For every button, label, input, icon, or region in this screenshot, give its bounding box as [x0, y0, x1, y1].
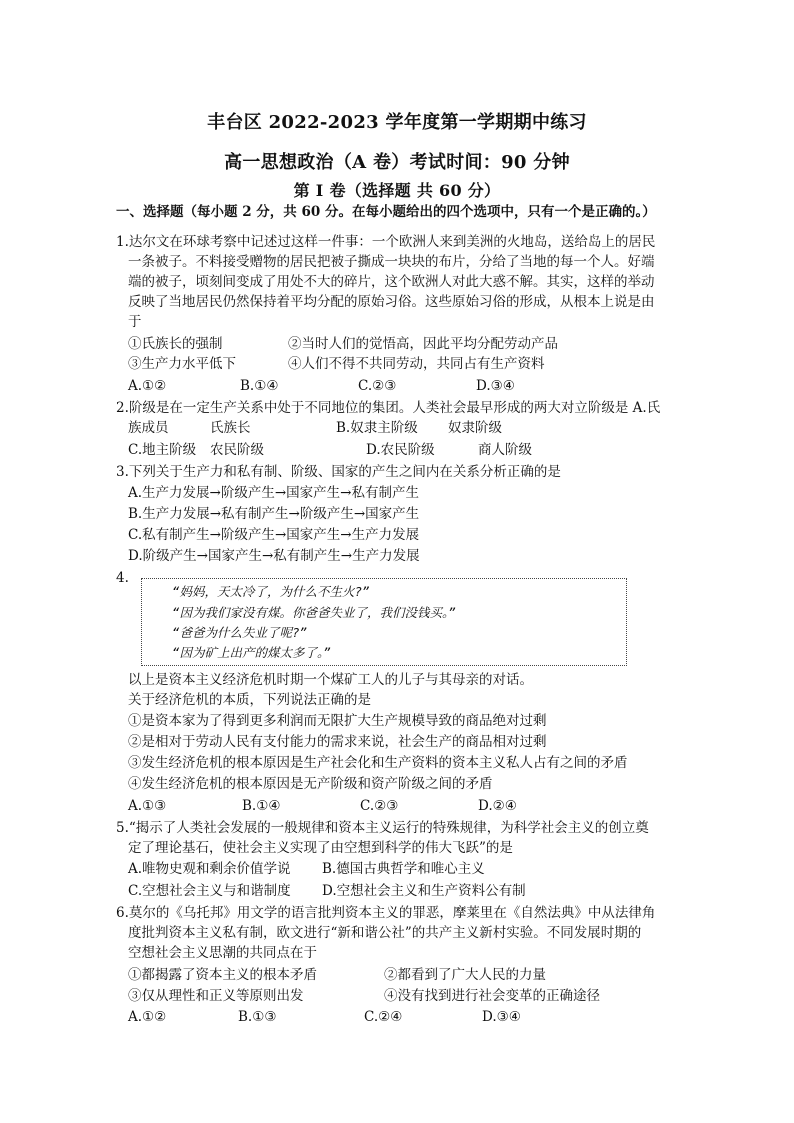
- statement-item: ②都看到了广大人民的力量: [384, 967, 546, 983]
- dialogue-line: “爸爸为什么失业了呢?”: [172, 625, 308, 640]
- answer-option-c[interactable]: C.私有制产生→阶级产生→国家产生→生产力发展: [128, 527, 420, 543]
- answer-option-b[interactable]: B.德国古典哲学和唯心主义: [322, 861, 485, 877]
- question-text: 以上是资本主义经济危机时期一个煤矿工人的儿子与其母亲的对话。: [128, 672, 533, 688]
- answer-option-d[interactable]: D.③④: [476, 378, 515, 394]
- question-text: 一条被子。不料接受赠物的居民把被子撕成一块块的布片，分给了当地的每一个人。好端: [128, 254, 655, 270]
- statement-item: ④没有找到进行社会变革的正确途径: [384, 988, 600, 1004]
- answer-option-a[interactable]: A.唯物史观和剩余价值学说: [128, 861, 291, 877]
- statement-item: ①都揭露了资本主义的根本矛盾: [128, 967, 317, 983]
- dialogue-box: [141, 578, 627, 666]
- exam-subtitle: 高一思想政治（A 卷）考试时间：90 分钟: [224, 152, 570, 173]
- answer-option-c[interactable]: C.②③: [360, 798, 399, 814]
- question-text: 5.“揭示了人类社会发展的一般规律和资本主义运行的特殊规律，为科学社会主义的创立奠: [116, 820, 649, 836]
- question-text: 反映了当地居民仍然保持着平均分配的原始习俗。这些原始习俗的形成，从根本上说是由: [128, 294, 655, 310]
- answer-option-a[interactable]: A.生产力发展→阶级产生→国家产生→私有制产生: [128, 485, 419, 501]
- answer-option-b-part[interactable]: 奴隶阶级: [448, 420, 502, 436]
- section-title: 第 I 卷（选择题 共 60 分）: [293, 181, 501, 200]
- answer-option-c[interactable]: C.②④: [364, 1009, 403, 1025]
- answer-option-d[interactable]: D.②④: [478, 798, 517, 814]
- answer-option-b[interactable]: B.①③: [238, 1009, 277, 1025]
- answer-option-d[interactable]: D.空想社会主义和生产资料公有制: [322, 883, 526, 899]
- statement-item: ③发生经济危机的根本原因是生产社会化和生产资料的资本主义私人占有之间的矛盾: [128, 755, 628, 771]
- statement-item: ②是相对于劳动人民有支付能力的需求来说，社会生产的商品相对过剩: [128, 734, 547, 750]
- question-text: 空想社会主义思潮的共同点在于: [128, 945, 317, 961]
- answer-option-c[interactable]: C.空想社会主义与和谐制度: [128, 883, 291, 899]
- exam-title: 丰台区 2022-2023 学年度第一学期期中练习: [207, 112, 587, 133]
- statement-item: ①氏族长的强制: [128, 336, 223, 352]
- answer-option-c[interactable]: C.②③: [358, 378, 397, 394]
- question-text: 定了理论基石，使社会主义实现了由空想到科学的伟大飞跃”的是: [128, 840, 513, 856]
- dialogue-line: “因为我们家没有煤。你爸爸失业了，我们没钱买。”: [172, 605, 456, 620]
- answer-option-d[interactable]: D.农民阶级: [366, 442, 435, 458]
- question-text: 关于经济危机的本质，下列说法正确的是: [128, 692, 371, 708]
- answer-option-a[interactable]: A.①②: [128, 378, 167, 394]
- dialogue-line: “因为矿上出产的煤太多了。”: [172, 645, 331, 660]
- statement-item: ①是资本家为了得到更多利润而无限扩大生产规模导致的商品绝对过剩: [128, 713, 547, 729]
- question-text: 于: [128, 314, 142, 330]
- section-instruction: 一、选择题（每小题 2 分，共 60 分。在每小题给出的四个选项中，只有一个是正确的。）: [116, 204, 656, 220]
- question-text: 度批判资本主义私有制，欧文进行“新和谐公社”的共产主义新村实验。不同发展时期的: [128, 925, 642, 941]
- question-text: 3.下列关于生产力和私有制、阶级、国家的产生之间内在关系分析正确的是: [116, 464, 561, 480]
- question-number: 4.: [116, 570, 129, 586]
- question-text: 2.阶级是在一定生产关系中处于不同地位的集团。人类社会最早形成的两大对立阶级是 A.氏: [116, 400, 661, 416]
- answer-option-a[interactable]: A.①②: [128, 1009, 167, 1025]
- dialogue-line: “妈妈，天太冷了，为什么不生火?”: [172, 584, 370, 599]
- question-text: 6.莫尔的《乌托邦》用文学的语言批判资本主义的罪恶，摩莱里在《自然法典》中从法律角: [116, 905, 656, 921]
- answer-option-d-part[interactable]: 商人阶级: [478, 442, 532, 458]
- answer-option-c-part[interactable]: 农民阶级: [210, 442, 264, 458]
- answer-option-b[interactable]: B.奴隶主阶级: [336, 420, 418, 436]
- statement-item: ③仅从理性和正义等原则出发: [128, 988, 304, 1004]
- question-text: 1.达尔文在环球考察中记述过这样一件事：一个欧洲人来到美洲的火地岛，送给岛上的居民: [116, 234, 656, 250]
- statement-item: ④人们不得不共同劳动，共同占有生产资料: [288, 356, 545, 372]
- answer-option-a-part[interactable]: 族成员: [128, 420, 169, 436]
- answer-option-a[interactable]: A.①③: [128, 798, 167, 814]
- answer-option-d[interactable]: D.③④: [482, 1009, 521, 1025]
- answer-option-b[interactable]: B.①④: [240, 378, 279, 394]
- statement-item: ②当时人们的觉悟高，因此平均分配劳动产品: [288, 336, 558, 352]
- statement-item: ③生产力水平低下: [128, 356, 236, 372]
- answer-option-b[interactable]: B.生产力发展→私有制产生→阶级产生→国家产生: [128, 506, 420, 522]
- answer-option-d[interactable]: D.阶级产生→国家产生→私有制产生→生产力发展: [128, 548, 420, 564]
- answer-option-a-part[interactable]: 氏族长: [210, 420, 251, 436]
- question-text: 端的被子，顷刻间变成了用处不大的碎片，这个欧洲人对此大惑不解。其实，这样的举动: [128, 274, 655, 290]
- answer-option-c[interactable]: C.地主阶级: [128, 442, 197, 458]
- answer-option-b[interactable]: B.①④: [242, 798, 281, 814]
- statement-item: ④发生经济危机的根本原因是无产阶级和资产阶级之间的矛盾: [128, 776, 493, 792]
